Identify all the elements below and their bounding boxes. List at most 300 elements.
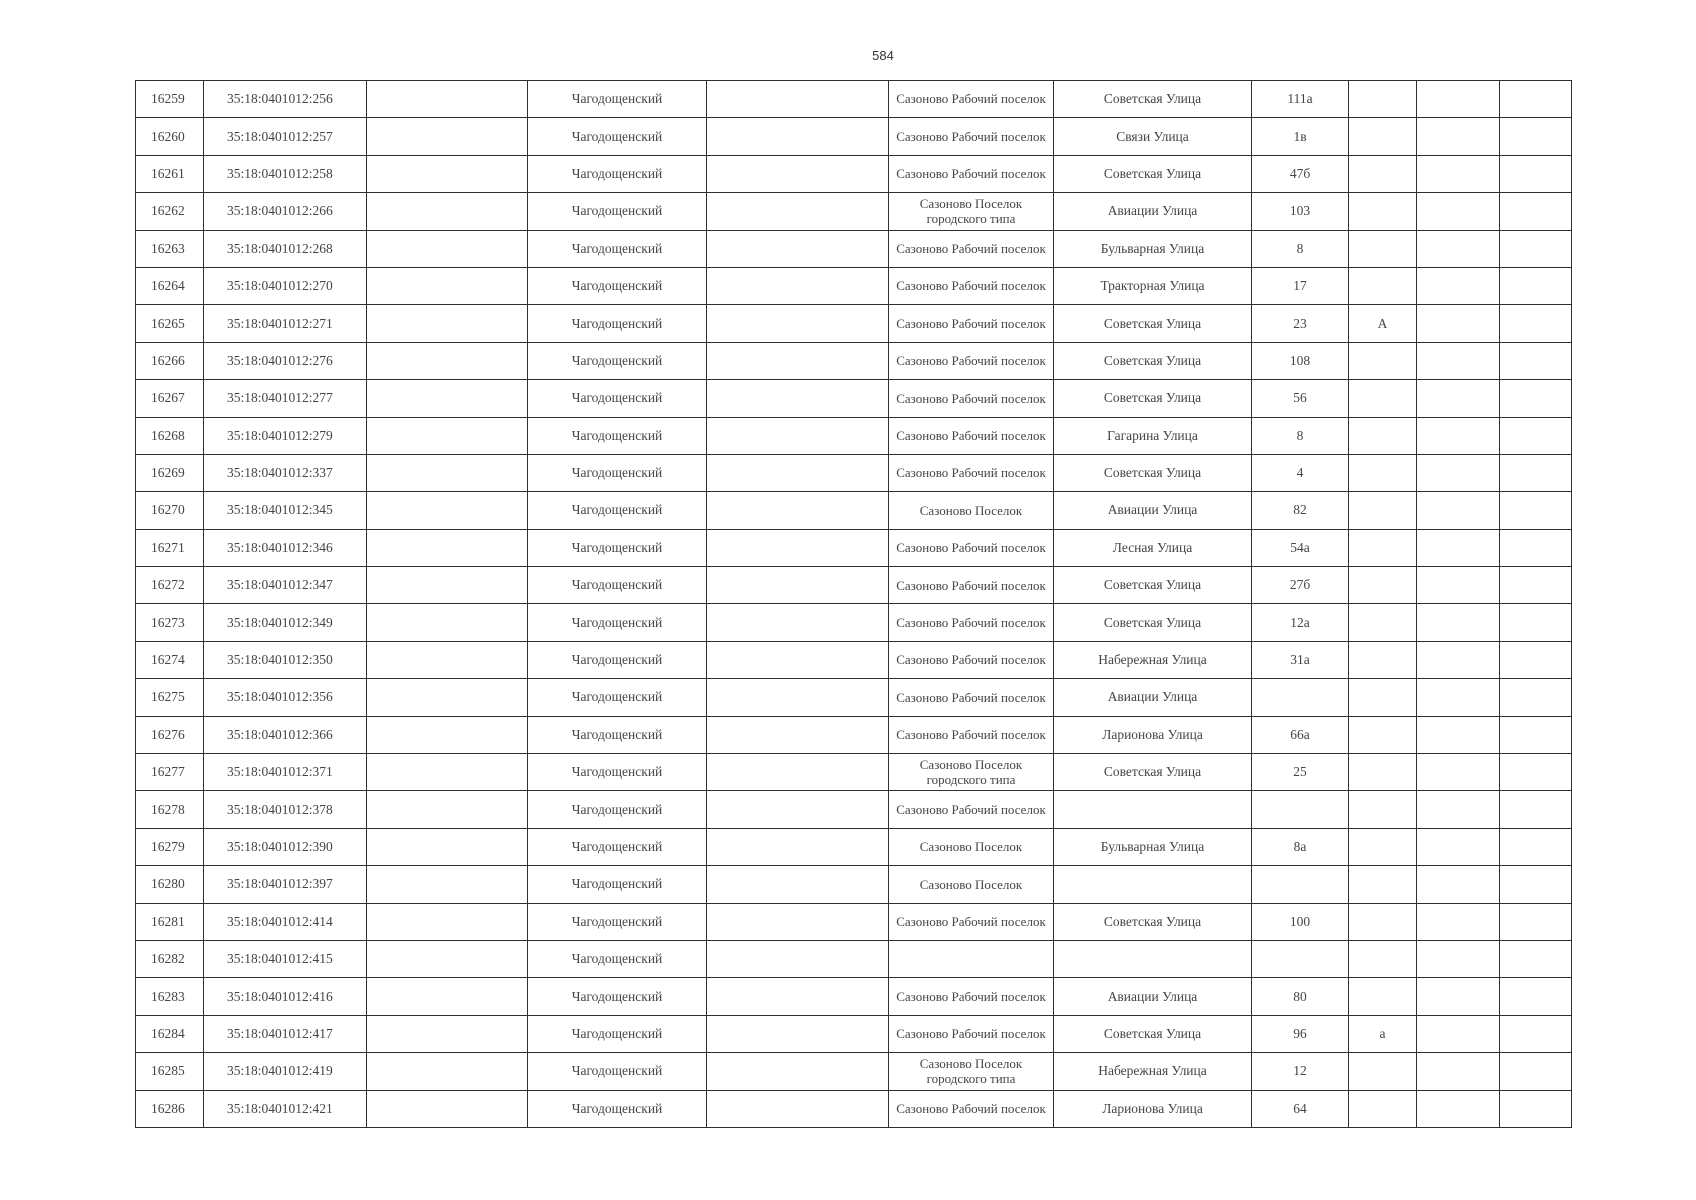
empty-cell [1500,118,1572,155]
empty-cell [707,567,889,604]
table-row [136,828,1572,865]
empty-cell [1417,791,1500,828]
empty-cell [1500,492,1572,529]
empty-cell [1500,1053,1572,1090]
building-letter-cell [1349,454,1417,491]
locality-cell: Сазоново Рабочий поселок [889,529,1054,566]
building-letter-cell [1349,754,1417,791]
house-number-cell: 82 [1252,492,1349,529]
house-number-cell: 108 [1252,342,1349,379]
district-cell: Чагодощенский [528,155,707,192]
locality-cell: Сазоново Поселок городского типа [889,193,1054,230]
house-number-cell: 23 [1252,305,1349,342]
building-letter-cell [1349,193,1417,230]
table-row [136,81,1572,118]
empty-cell [367,641,528,678]
building-letter-cell: А [1349,305,1417,342]
locality-cell: Сазоново Рабочий поселок [889,641,1054,678]
empty-cell [1417,940,1500,977]
street-cell: Бульварная Улица [1054,828,1252,865]
empty-cell [707,716,889,753]
empty-cell [367,866,528,903]
empty-cell [367,754,528,791]
cadastral-number-cell: 35:18:0401012:266 [204,193,367,230]
building-letter-cell [1349,978,1417,1015]
empty-cell [1417,193,1500,230]
district-cell: Чагодощенский [528,81,707,118]
house-number-cell: 8 [1252,230,1349,267]
empty-cell [367,81,528,118]
district-cell: Чагодощенский [528,492,707,529]
empty-cell [1417,230,1500,267]
empty-cell [1500,380,1572,417]
house-number-cell: 64 [1252,1090,1349,1127]
street-cell: Советская Улица [1054,754,1252,791]
empty-cell [707,828,889,865]
district-cell: Чагодощенский [528,754,707,791]
empty-cell [1500,230,1572,267]
street-cell [1054,866,1252,903]
empty-cell [1417,529,1500,566]
building-letter-cell [1349,567,1417,604]
empty-cell [707,1015,889,1052]
district-cell: Чагодощенский [528,828,707,865]
house-number-cell: 96 [1252,1015,1349,1052]
building-letter-cell [1349,230,1417,267]
page-number: 584 [872,48,894,63]
empty-cell [1500,828,1572,865]
locality-cell: Сазоново Рабочий поселок [889,1015,1054,1052]
locality-cell: Сазоново Рабочий поселок [889,791,1054,828]
street-cell: Советская Улица [1054,380,1252,417]
empty-cell [1500,342,1572,379]
house-number-cell: 80 [1252,978,1349,1015]
empty-cell [1500,679,1572,716]
cadastral-number-cell: 35:18:0401012:258 [204,155,367,192]
empty-cell [1500,716,1572,753]
building-letter-cell [1349,604,1417,641]
table-row [136,679,1572,716]
district-cell: Чагодощенский [528,118,707,155]
empty-cell [1417,567,1500,604]
empty-cell [707,604,889,641]
empty-cell [1500,641,1572,678]
table-row [136,1015,1572,1052]
district-cell: Чагодощенский [528,267,707,304]
empty-cell [367,230,528,267]
building-letter-cell [1349,342,1417,379]
house-number-cell [1252,791,1349,828]
table-row [136,492,1572,529]
row-number-cell: 16277 [136,754,204,791]
empty-cell [1417,118,1500,155]
empty-cell [707,1053,889,1090]
empty-cell [1500,866,1572,903]
cadastral-number-cell: 35:18:0401012:271 [204,305,367,342]
street-cell: Ларионова Улица [1054,716,1252,753]
cadastral-number-cell: 35:18:0401012:419 [204,1053,367,1090]
street-cell: Авиации Улица [1054,492,1252,529]
row-number-cell: 16273 [136,604,204,641]
empty-cell [707,305,889,342]
locality-cell: Сазоново Рабочий поселок [889,604,1054,641]
locality-cell: Сазоново Рабочий поселок [889,679,1054,716]
cadastral-number-cell: 35:18:0401012:356 [204,679,367,716]
empty-cell [367,454,528,491]
district-cell: Чагодощенский [528,1053,707,1090]
locality-cell: Сазоново Рабочий поселок [889,118,1054,155]
empty-cell [367,529,528,566]
table-row [136,754,1572,791]
table-row [136,1053,1572,1090]
empty-cell [367,679,528,716]
district-cell: Чагодощенский [528,978,707,1015]
row-number-cell: 16280 [136,866,204,903]
locality-cell: Сазоново Рабочий поселок [889,1090,1054,1127]
district-cell: Чагодощенский [528,1015,707,1052]
cadastral-number-cell: 35:18:0401012:349 [204,604,367,641]
row-number-cell: 16261 [136,155,204,192]
empty-cell [707,679,889,716]
street-cell: Советская Улица [1054,567,1252,604]
locality-cell [889,940,1054,977]
empty-cell [1500,604,1572,641]
empty-cell [1417,1015,1500,1052]
empty-cell [707,940,889,977]
empty-cell [707,417,889,454]
cadastral-number-cell: 35:18:0401012:346 [204,529,367,566]
cadastral-number-cell: 35:18:0401012:350 [204,641,367,678]
empty-cell [1417,754,1500,791]
row-number-cell: 16272 [136,567,204,604]
empty-cell [707,492,889,529]
table-row [136,193,1572,230]
empty-cell [1417,828,1500,865]
table-row [136,866,1572,903]
house-number-cell: 31а [1252,641,1349,678]
table-row [136,1090,1572,1127]
district-cell: Чагодощенский [528,903,707,940]
empty-cell [1417,417,1500,454]
locality-cell: Сазоново Рабочий поселок [889,267,1054,304]
house-number-cell: 47б [1252,155,1349,192]
row-number-cell: 16281 [136,903,204,940]
cadastral-number-cell: 35:18:0401012:378 [204,791,367,828]
street-cell: Набережная Улица [1054,1053,1252,1090]
house-number-cell: 27б [1252,567,1349,604]
row-number-cell: 16267 [136,380,204,417]
street-cell: Связи Улица [1054,118,1252,155]
empty-cell [367,978,528,1015]
locality-cell: Сазоново Рабочий поселок [889,903,1054,940]
locality-cell: Сазоново Поселок городского типа [889,1053,1054,1090]
street-cell: Советская Улица [1054,305,1252,342]
table-row [136,267,1572,304]
locality-cell: Сазоново Рабочий поселок [889,305,1054,342]
district-cell: Чагодощенский [528,1090,707,1127]
empty-cell [367,492,528,529]
locality-cell: Сазоново Рабочий поселок [889,230,1054,267]
row-number-cell: 16274 [136,641,204,678]
building-letter-cell [1349,1090,1417,1127]
house-number-cell: 12 [1252,1053,1349,1090]
cadastral-number-cell: 35:18:0401012:256 [204,81,367,118]
street-cell: Авиации Улица [1054,978,1252,1015]
table-row [136,903,1572,940]
empty-cell [1417,305,1500,342]
empty-cell [1500,1090,1572,1127]
empty-cell [707,193,889,230]
table-row [136,230,1572,267]
table-row [136,305,1572,342]
empty-cell [1500,754,1572,791]
empty-cell [1500,155,1572,192]
empty-cell [367,193,528,230]
row-number-cell: 16275 [136,679,204,716]
cadastral-number-cell: 35:18:0401012:414 [204,903,367,940]
empty-cell [367,155,528,192]
cadastral-number-cell: 35:18:0401012:279 [204,417,367,454]
district-cell: Чагодощенский [528,604,707,641]
registry-table [135,80,1572,1128]
table-row [136,454,1572,491]
empty-cell [367,342,528,379]
registry-table-body [136,81,1572,1128]
table-row [136,940,1572,977]
locality-cell: Сазоново Поселок [889,828,1054,865]
empty-cell [367,305,528,342]
cadastral-number-cell: 35:18:0401012:397 [204,866,367,903]
cadastral-number-cell: 35:18:0401012:416 [204,978,367,1015]
empty-cell [367,567,528,604]
empty-cell [1417,492,1500,529]
empty-cell [1417,679,1500,716]
empty-cell [1500,903,1572,940]
street-cell: Авиации Улица [1054,679,1252,716]
empty-cell [1417,641,1500,678]
locality-cell: Сазоново Рабочий поселок [889,978,1054,1015]
empty-cell [1500,81,1572,118]
empty-cell [707,380,889,417]
empty-cell [707,267,889,304]
district-cell: Чагодощенский [528,567,707,604]
cadastral-number-cell: 35:18:0401012:277 [204,380,367,417]
row-number-cell: 16262 [136,193,204,230]
building-letter-cell [1349,155,1417,192]
locality-cell: Сазоново Поселок городского типа [889,754,1054,791]
empty-cell [707,342,889,379]
row-number-cell: 16265 [136,305,204,342]
table-row [136,567,1572,604]
house-number-cell: 100 [1252,903,1349,940]
cadastral-number-cell: 35:18:0401012:390 [204,828,367,865]
empty-cell [367,417,528,454]
building-letter-cell [1349,267,1417,304]
district-cell: Чагодощенский [528,940,707,977]
cadastral-number-cell: 35:18:0401012:270 [204,267,367,304]
street-cell: Авиации Улица [1054,193,1252,230]
empty-cell [367,1090,528,1127]
row-number-cell: 16276 [136,716,204,753]
empty-cell [1417,342,1500,379]
empty-cell [1500,305,1572,342]
house-number-cell: 8 [1252,417,1349,454]
empty-cell [707,81,889,118]
building-letter-cell [1349,716,1417,753]
street-cell: Лесная Улица [1054,529,1252,566]
row-number-cell: 16263 [136,230,204,267]
empty-cell [1417,604,1500,641]
empty-cell [1417,454,1500,491]
building-letter-cell [1349,940,1417,977]
row-number-cell: 16260 [136,118,204,155]
building-letter-cell [1349,380,1417,417]
district-cell: Чагодощенский [528,342,707,379]
district-cell: Чагодощенский [528,716,707,753]
empty-cell [1417,866,1500,903]
empty-cell [1417,1053,1500,1090]
empty-cell [367,118,528,155]
row-number-cell: 16268 [136,417,204,454]
building-letter-cell [1349,641,1417,678]
district-cell: Чагодощенский [528,791,707,828]
empty-cell [1500,1015,1572,1052]
cadastral-number-cell: 35:18:0401012:415 [204,940,367,977]
locality-cell: Сазоново Рабочий поселок [889,454,1054,491]
district-cell: Чагодощенский [528,380,707,417]
empty-cell [1500,940,1572,977]
empty-cell [707,529,889,566]
table-row [136,791,1572,828]
building-letter-cell [1349,791,1417,828]
house-number-cell: 54а [1252,529,1349,566]
table-row [136,604,1572,641]
cadastral-number-cell: 35:18:0401012:366 [204,716,367,753]
house-number-cell: 4 [1252,454,1349,491]
empty-cell [707,454,889,491]
district-cell: Чагодощенский [528,866,707,903]
locality-cell: Сазоново Рабочий поселок [889,155,1054,192]
empty-cell [1417,903,1500,940]
empty-cell [1417,267,1500,304]
row-number-cell: 16278 [136,791,204,828]
table-row [136,417,1572,454]
empty-cell [367,380,528,417]
empty-cell [367,791,528,828]
building-letter-cell [1349,679,1417,716]
empty-cell [1417,1090,1500,1127]
table-row [136,118,1572,155]
cadastral-number-cell: 35:18:0401012:417 [204,1015,367,1052]
empty-cell [1500,417,1572,454]
locality-cell: Сазоново Рабочий поселок [889,81,1054,118]
building-letter-cell: а [1349,1015,1417,1052]
cadastral-number-cell: 35:18:0401012:337 [204,454,367,491]
empty-cell [707,866,889,903]
house-number-cell: 17 [1252,267,1349,304]
empty-cell [707,903,889,940]
house-number-cell [1252,679,1349,716]
empty-cell [1417,155,1500,192]
street-cell: Гагарина Улица [1054,417,1252,454]
empty-cell [367,1015,528,1052]
row-number-cell: 16285 [136,1053,204,1090]
building-letter-cell [1349,529,1417,566]
empty-cell [367,1053,528,1090]
district-cell: Чагодощенский [528,230,707,267]
row-number-cell: 16269 [136,454,204,491]
house-number-cell: 56 [1252,380,1349,417]
street-cell: Советская Улица [1054,342,1252,379]
cadastral-number-cell: 35:18:0401012:268 [204,230,367,267]
house-number-cell: 25 [1252,754,1349,791]
empty-cell [1500,978,1572,1015]
cadastral-number-cell: 35:18:0401012:347 [204,567,367,604]
empty-cell [1417,716,1500,753]
district-cell: Чагодощенский [528,193,707,230]
building-letter-cell [1349,81,1417,118]
street-cell [1054,940,1252,977]
street-cell: Советская Улица [1054,604,1252,641]
empty-cell [707,791,889,828]
building-letter-cell [1349,828,1417,865]
locality-cell: Сазоново Поселок [889,866,1054,903]
empty-cell [367,267,528,304]
house-number-cell: 1в [1252,118,1349,155]
district-cell: Чагодощенский [528,641,707,678]
empty-cell [1500,529,1572,566]
building-letter-cell [1349,492,1417,529]
empty-cell [707,155,889,192]
street-cell: Советская Улица [1054,903,1252,940]
table-row [136,716,1572,753]
empty-cell [707,118,889,155]
empty-cell [707,754,889,791]
table-row [136,155,1572,192]
row-number-cell: 16279 [136,828,204,865]
locality-cell: Сазоново Рабочий поселок [889,417,1054,454]
house-number-cell: 103 [1252,193,1349,230]
street-cell: Ларионова Улица [1054,1090,1252,1127]
district-cell: Чагодощенский [528,305,707,342]
locality-cell: Сазоново Рабочий поселок [889,716,1054,753]
empty-cell [1500,193,1572,230]
empty-cell [1417,380,1500,417]
building-letter-cell [1349,417,1417,454]
empty-cell [367,604,528,641]
empty-cell [707,230,889,267]
street-cell: Бульварная Улица [1054,230,1252,267]
cadastral-number-cell: 35:18:0401012:421 [204,1090,367,1127]
empty-cell [367,940,528,977]
building-letter-cell [1349,1053,1417,1090]
row-number-cell: 16283 [136,978,204,1015]
row-number-cell: 16266 [136,342,204,379]
empty-cell [1417,978,1500,1015]
cadastral-number-cell: 35:18:0401012:276 [204,342,367,379]
street-cell: Советская Улица [1054,81,1252,118]
street-cell: Набережная Улица [1054,641,1252,678]
district-cell: Чагодощенский [528,417,707,454]
locality-cell: Сазоново Рабочий поселок [889,342,1054,379]
district-cell: Чагодощенский [528,529,707,566]
row-number-cell: 16282 [136,940,204,977]
row-number-cell: 16271 [136,529,204,566]
street-cell [1054,791,1252,828]
row-number-cell: 16286 [136,1090,204,1127]
cadastral-number-cell: 35:18:0401012:345 [204,492,367,529]
row-number-cell: 16270 [136,492,204,529]
